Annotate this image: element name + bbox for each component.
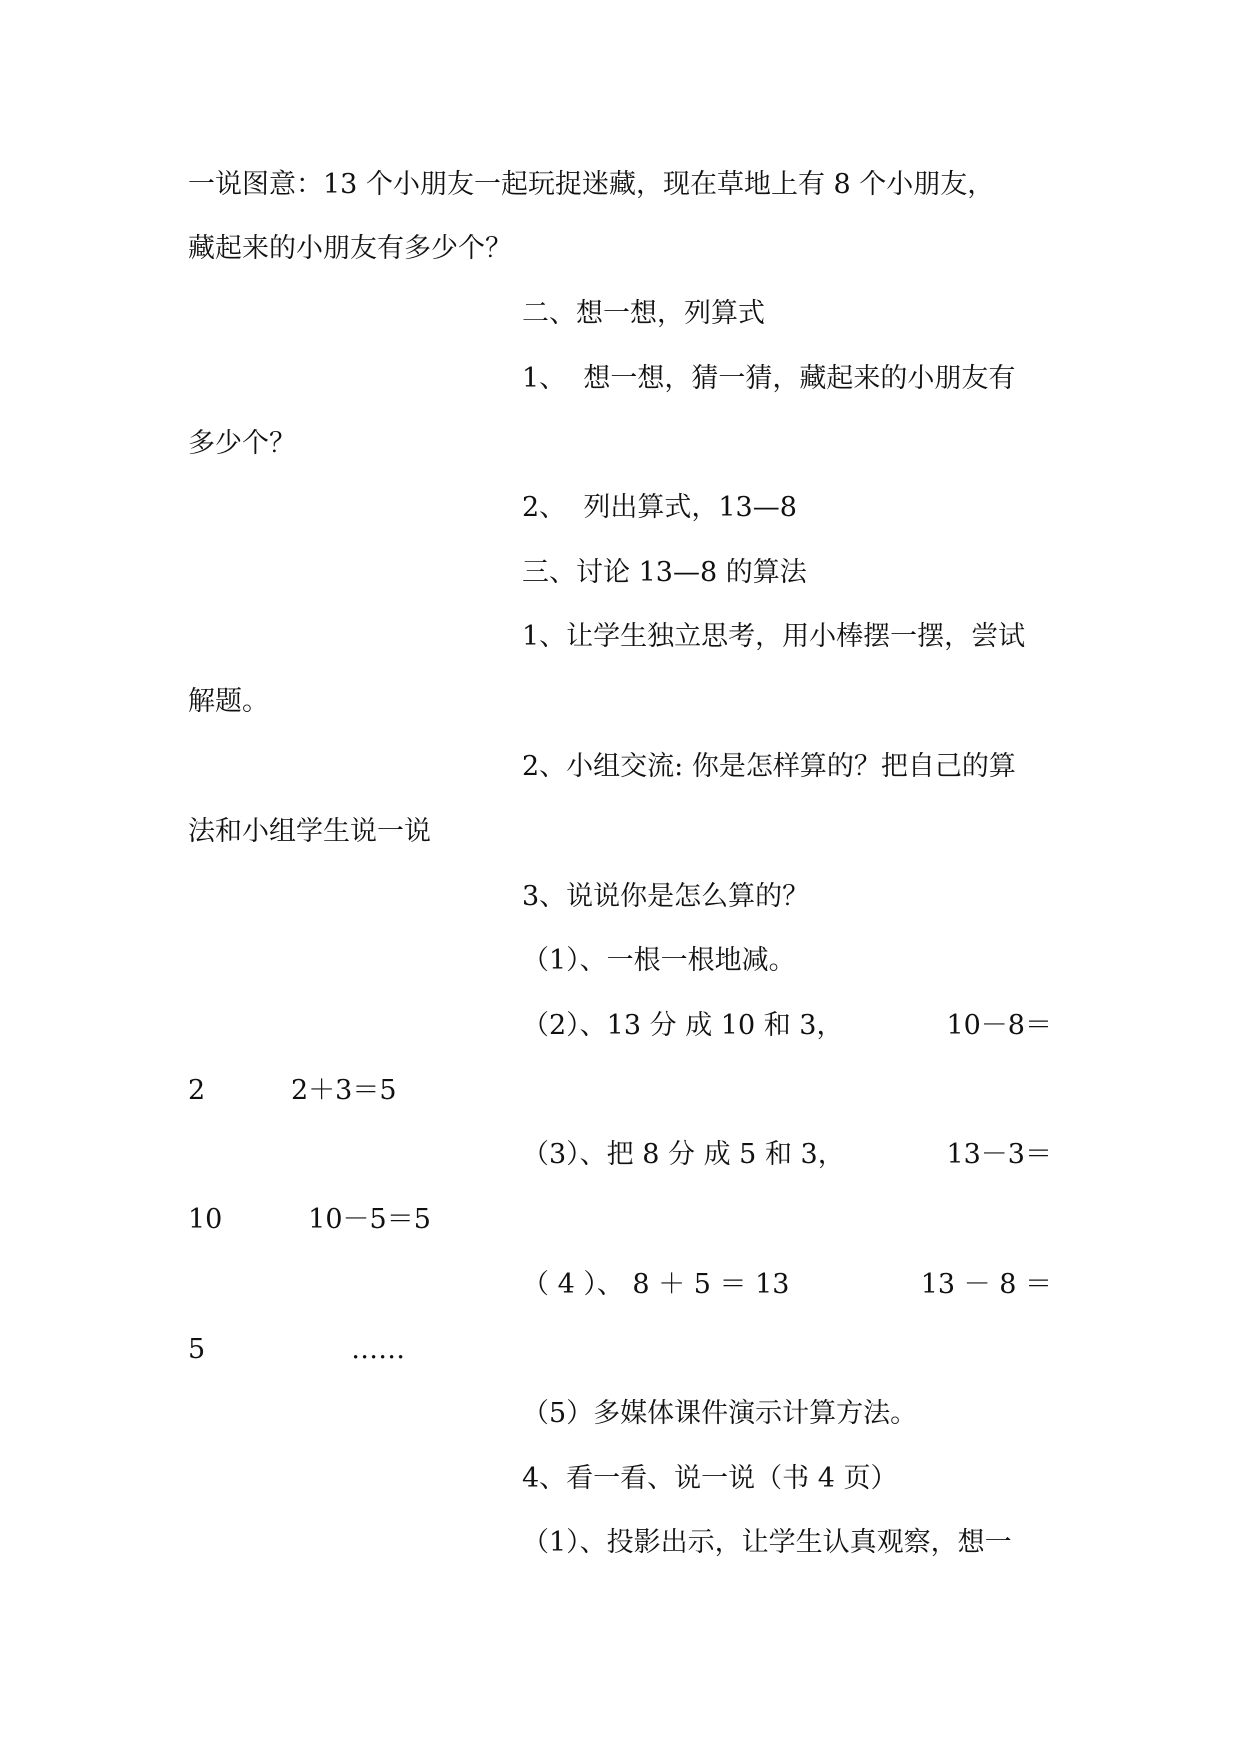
math-line-2-continued: 10 10－5＝5 bbox=[188, 1204, 431, 1235]
text-line-5: 2、 列出算式，13—8 bbox=[522, 492, 797, 523]
math-line-2-right: 13－3＝ bbox=[946, 1139, 1052, 1170]
section-heading-3: 三、讨论 13—8 的算法 bbox=[522, 557, 807, 588]
section-heading-2: 二、想一想，列算式 bbox=[522, 298, 765, 329]
text-line-2: 藏起来的小朋友有多少个？ bbox=[188, 233, 512, 264]
text-line-8: 2、小组交流: 你是怎样算的？把自己的算 bbox=[522, 751, 1016, 782]
text-line-14: （1）、投影出示，让学生认真观察，想一 bbox=[522, 1527, 1012, 1558]
math-line-3-right: 13 － 8 ＝ bbox=[920, 1269, 1052, 1300]
math-line-3-left: （ 4 ）、 8 ＋ 5 ＝ 13 bbox=[522, 1269, 790, 1300]
text-line-7: 解题。 bbox=[188, 686, 269, 717]
math-line-3-continued: 5 …… bbox=[188, 1334, 406, 1365]
text-line-3: 1、 想一想，猜一猜，藏起来的小朋友有 bbox=[522, 363, 1016, 394]
math-line-1-left: （2）、13 分 成 10 和 3， bbox=[522, 1010, 844, 1041]
text-line-13: 4、看一看、说一说（书 4 页） bbox=[522, 1463, 898, 1494]
text-line-6: 1、让学生独立思考，用小棒摆一摆，尝试 bbox=[522, 621, 1026, 652]
math-line-2-left: （3）、把 8 分 成 5 和 3， bbox=[522, 1139, 845, 1170]
text-line-12: （5）多媒体课件演示计算方法。 bbox=[522, 1398, 918, 1429]
text-line-10: 3、说说你是怎么算的？ bbox=[522, 881, 810, 912]
text-line-1: 一说图意：13 个小朋友一起玩捉迷藏，现在草地上有 8 个小朋友， bbox=[188, 169, 995, 200]
text-line-11: （1）、一根一根地减。 bbox=[522, 945, 796, 976]
text-line-9: 法和小组学生说一说 bbox=[188, 816, 431, 847]
math-line-2 bbox=[522, 1138, 1052, 1172]
text-line-4: 多少个？ bbox=[188, 428, 296, 459]
math-line-3 bbox=[522, 1268, 1052, 1302]
math-line-1-right: 10－8＝ bbox=[946, 1010, 1052, 1041]
math-line-1 bbox=[522, 1009, 1052, 1043]
math-line-1-continued: 2 2＋3＝5 bbox=[188, 1075, 397, 1106]
